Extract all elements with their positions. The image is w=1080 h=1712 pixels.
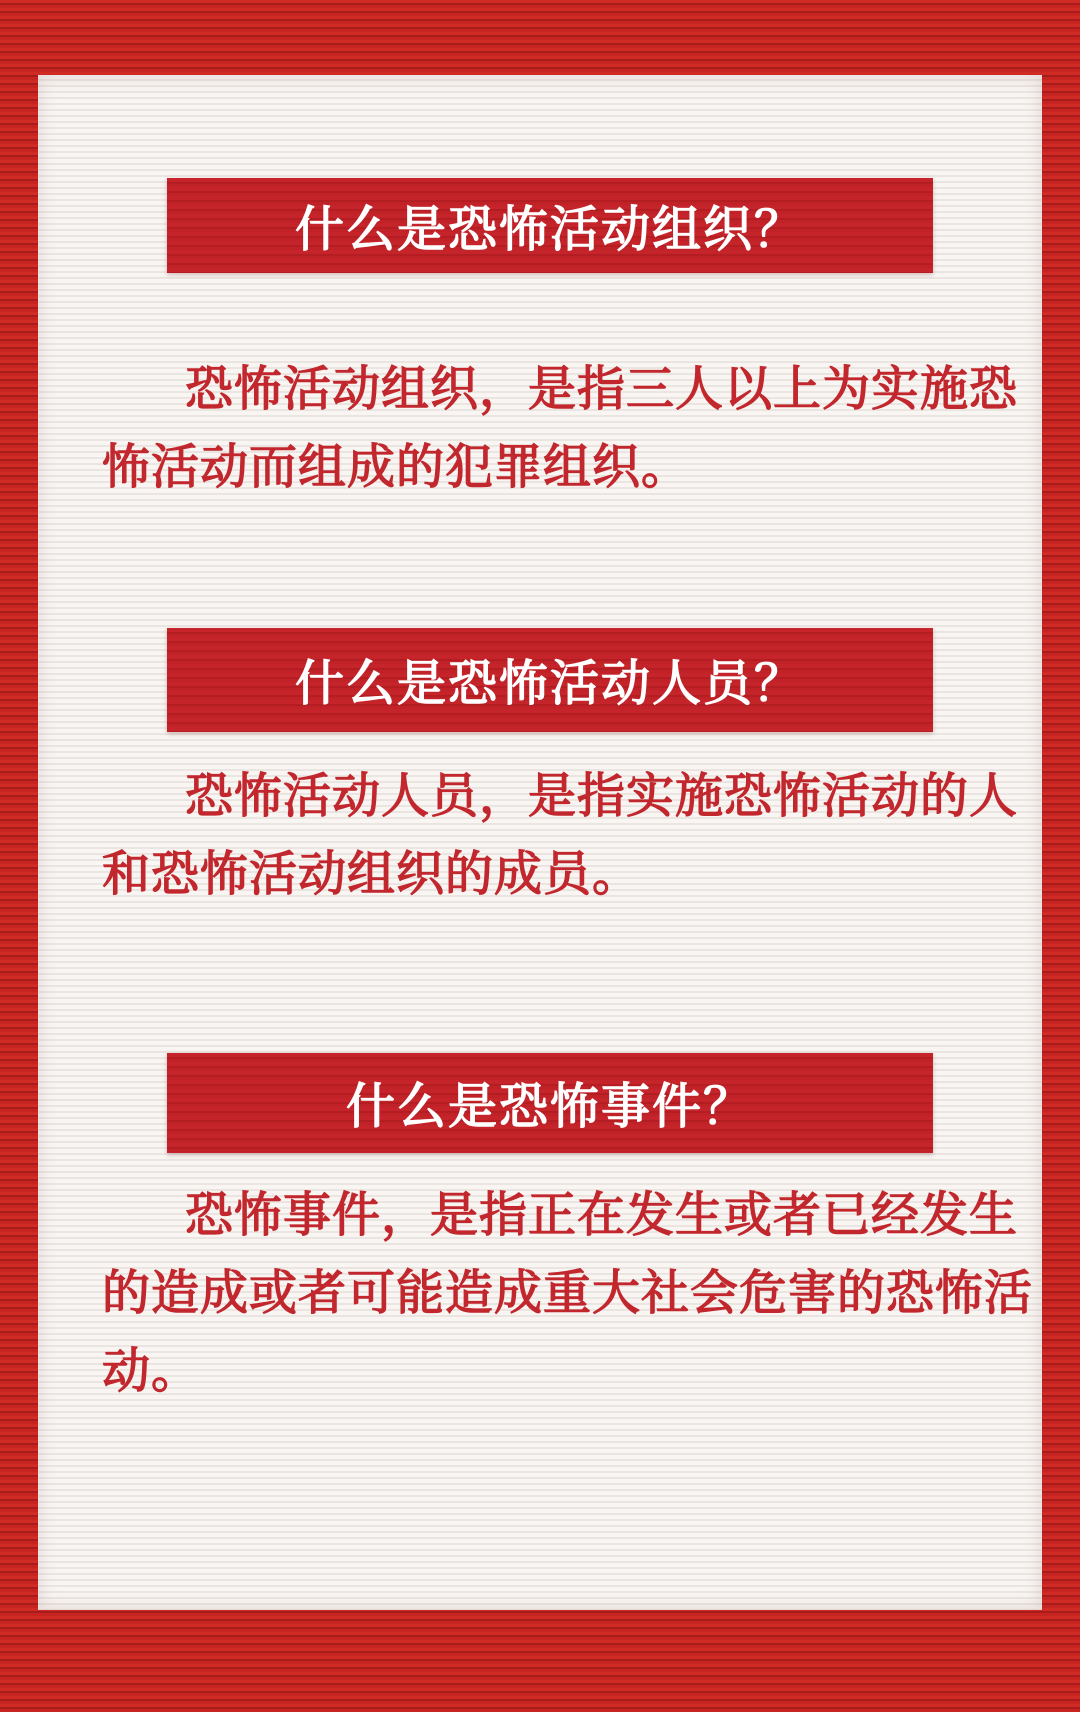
section-title: 什么是恐怖活动人员？ xyxy=(294,657,805,711)
section-title-banner-terror-organization xyxy=(167,178,933,273)
section-title-banner-terror-personnel xyxy=(167,628,933,732)
section-title: 什么是恐怖活动组织？ xyxy=(294,202,805,257)
section-body-terror-personnel xyxy=(102,758,1019,914)
body-line: 和恐怖活动组织的成员。 xyxy=(102,848,642,901)
body-line: 恐怖事件，是指正在发生或者已经发生 xyxy=(185,1189,1019,1242)
body-line: 怖活动而组成的犯罪组织。 xyxy=(102,441,691,494)
body-line: 恐怖活动人员，是指实施恐怖活动的人 xyxy=(185,770,1019,823)
section-body-terror-organization xyxy=(102,351,1019,507)
section-title: 什么是恐怖事件？ xyxy=(345,1080,754,1134)
section-body-terror-incident xyxy=(102,1177,1034,1411)
body-line: 的造成或者可能造成重大社会危害的恐怖活 xyxy=(102,1267,1034,1320)
body-line: 恐怖活动组织，是指三人以上为实施恐 xyxy=(185,363,1019,416)
section-title-banner-terror-incident xyxy=(167,1053,933,1153)
poster-panel xyxy=(38,75,1042,1610)
body-line: 动。 xyxy=(102,1345,201,1398)
